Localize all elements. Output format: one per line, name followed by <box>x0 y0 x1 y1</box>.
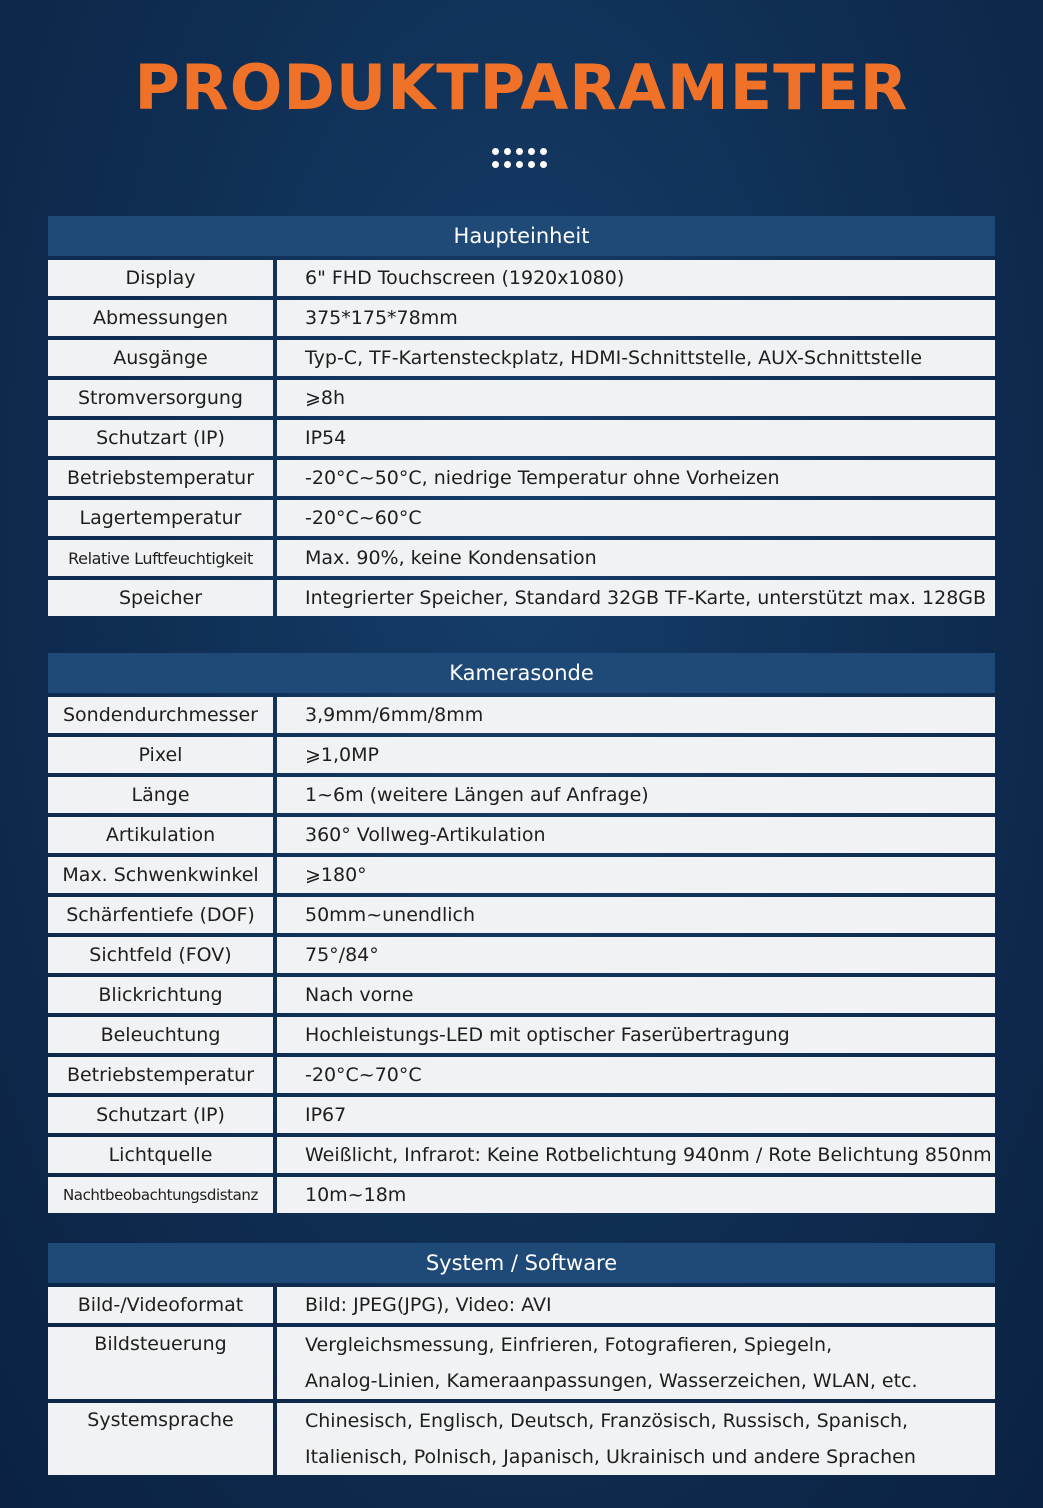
param-value-line: Analog-Linien, Kameraanpassungen, Wasserzeichen, WLAN, etc. <box>305 1370 918 1392</box>
param-label: Länge <box>48 777 273 813</box>
param-label: Sichtfeld (FOV) <box>48 937 273 973</box>
param-value: 1~6m (weitere Längen auf Anfrage) <box>277 777 995 813</box>
param-label: Blickrichtung <box>48 977 273 1013</box>
param-label: Betriebstemperatur <box>48 1057 273 1093</box>
table-row <box>48 777 995 813</box>
param-value: Nach vorne <box>277 977 995 1013</box>
table-row <box>48 460 995 496</box>
table-row <box>48 897 995 933</box>
table-row <box>48 937 995 973</box>
param-value: ⩾180° <box>277 857 995 893</box>
param-value: 75°/84° <box>277 937 995 973</box>
param-value: 375*175*78mm <box>277 300 995 336</box>
param-value <box>277 1327 995 1399</box>
param-value: ⩾1,0MP <box>277 737 995 773</box>
table-row <box>48 1137 995 1173</box>
param-label: Artikulation <box>48 817 273 853</box>
param-value: IP67 <box>277 1097 995 1133</box>
table-row <box>48 540 995 576</box>
param-label: Betriebstemperatur <box>48 460 273 496</box>
decorative-dots <box>492 146 556 172</box>
param-label: Lichtquelle <box>48 1137 273 1173</box>
table-row <box>48 1287 995 1323</box>
section-header: Kamerasonde <box>48 653 995 693</box>
table-row <box>48 737 995 773</box>
param-label: Display <box>48 260 273 296</box>
table-row <box>48 1017 995 1053</box>
table-row <box>48 300 995 336</box>
section-header: Haupteinheit <box>48 216 995 256</box>
section-system-software <box>48 1243 995 1475</box>
param-value: -20°C~50°C, niedrige Temperatur ohne Vorheizen <box>277 460 995 496</box>
param-label: Bild-/Videoformat <box>48 1287 273 1323</box>
table-row <box>48 977 995 1013</box>
param-value <box>277 1403 995 1475</box>
param-label: Nachtbeobachtungsdistanz <box>48 1177 273 1213</box>
param-label: Pixel <box>48 737 273 773</box>
param-label: Ausgänge <box>48 340 273 376</box>
param-label: Speicher <box>48 580 273 616</box>
table-row <box>48 817 995 853</box>
param-value: Typ-C, TF-Kartensteckplatz, HDMI-Schnittstelle, AUX-Schnittstelle <box>277 340 995 376</box>
param-value: 10m~18m <box>277 1177 995 1213</box>
section-header: System / Software <box>48 1243 995 1283</box>
param-value: 6" FHD Touchscreen (1920x1080) <box>277 260 995 296</box>
table-row <box>48 1177 995 1213</box>
param-value: IP54 <box>277 420 995 456</box>
param-label: Systemsprache <box>48 1403 273 1475</box>
param-label: Abmessungen <box>48 300 273 336</box>
table-row <box>48 500 995 536</box>
param-value: 360° Vollweg-Artikulation <box>277 817 995 853</box>
param-label: Sondendurchmesser <box>48 697 273 733</box>
table-row <box>48 380 995 416</box>
param-label: Schutzart (IP) <box>48 1097 273 1133</box>
param-label: Schutzart (IP) <box>48 420 273 456</box>
param-label: Bildsteuerung <box>48 1327 273 1399</box>
param-value: Weißlicht, Infrarot: Keine Rotbelichtung 940nm / Rote Belichtung 850nm <box>277 1137 995 1173</box>
param-value: Bild: JPEG(JPG), Video: AVI <box>277 1287 995 1323</box>
param-label: Beleuchtung <box>48 1017 273 1053</box>
param-value-line: Chinesisch, Englisch, Deutsch, Französisch, Russisch, Spanisch, <box>305 1410 909 1432</box>
page-title: PRODUKTPARAMETER <box>134 51 909 124</box>
table-row <box>48 1097 995 1133</box>
table-row <box>48 260 995 296</box>
param-value: -20°C~70°C <box>277 1057 995 1093</box>
section-kamerasonde <box>48 653 995 1213</box>
param-label: Max. Schwenkwinkel <box>48 857 273 893</box>
param-value: 3,9mm/6mm/8mm <box>277 697 995 733</box>
table-row <box>48 580 995 616</box>
table-row <box>48 1327 995 1399</box>
param-value: Max. 90%, keine Kondensation <box>277 540 995 576</box>
param-value: Hochleistungs-LED mit optischer Faserübertragung <box>277 1017 995 1053</box>
param-value: -20°C~60°C <box>277 500 995 536</box>
table-row <box>48 857 995 893</box>
table-row <box>48 340 995 376</box>
table-row <box>48 697 995 733</box>
param-value: 50mm~unendlich <box>277 897 995 933</box>
table-row <box>48 420 995 456</box>
param-label: Stromversorgung <box>48 380 273 416</box>
param-value-line: Italienisch, Polnisch, Japanisch, Ukrainisch und andere Sprachen <box>305 1446 916 1468</box>
param-value: Integrierter Speicher, Standard 32GB TF-Karte, unterstützt max. 128GB <box>277 580 995 616</box>
param-value-line: Vergleichsmessung, Einfrieren, Fotografieren, Spiegeln, <box>305 1334 833 1356</box>
section-haupteinheit <box>48 216 995 616</box>
table-row <box>48 1057 995 1093</box>
param-label: Schärfentiefe (DOF) <box>48 897 273 933</box>
param-label: Relative Luftfeuchtigkeit <box>48 540 273 576</box>
table-row <box>48 1403 995 1475</box>
param-value: ⩾8h <box>277 380 995 416</box>
param-label: Lagertemperatur <box>48 500 273 536</box>
